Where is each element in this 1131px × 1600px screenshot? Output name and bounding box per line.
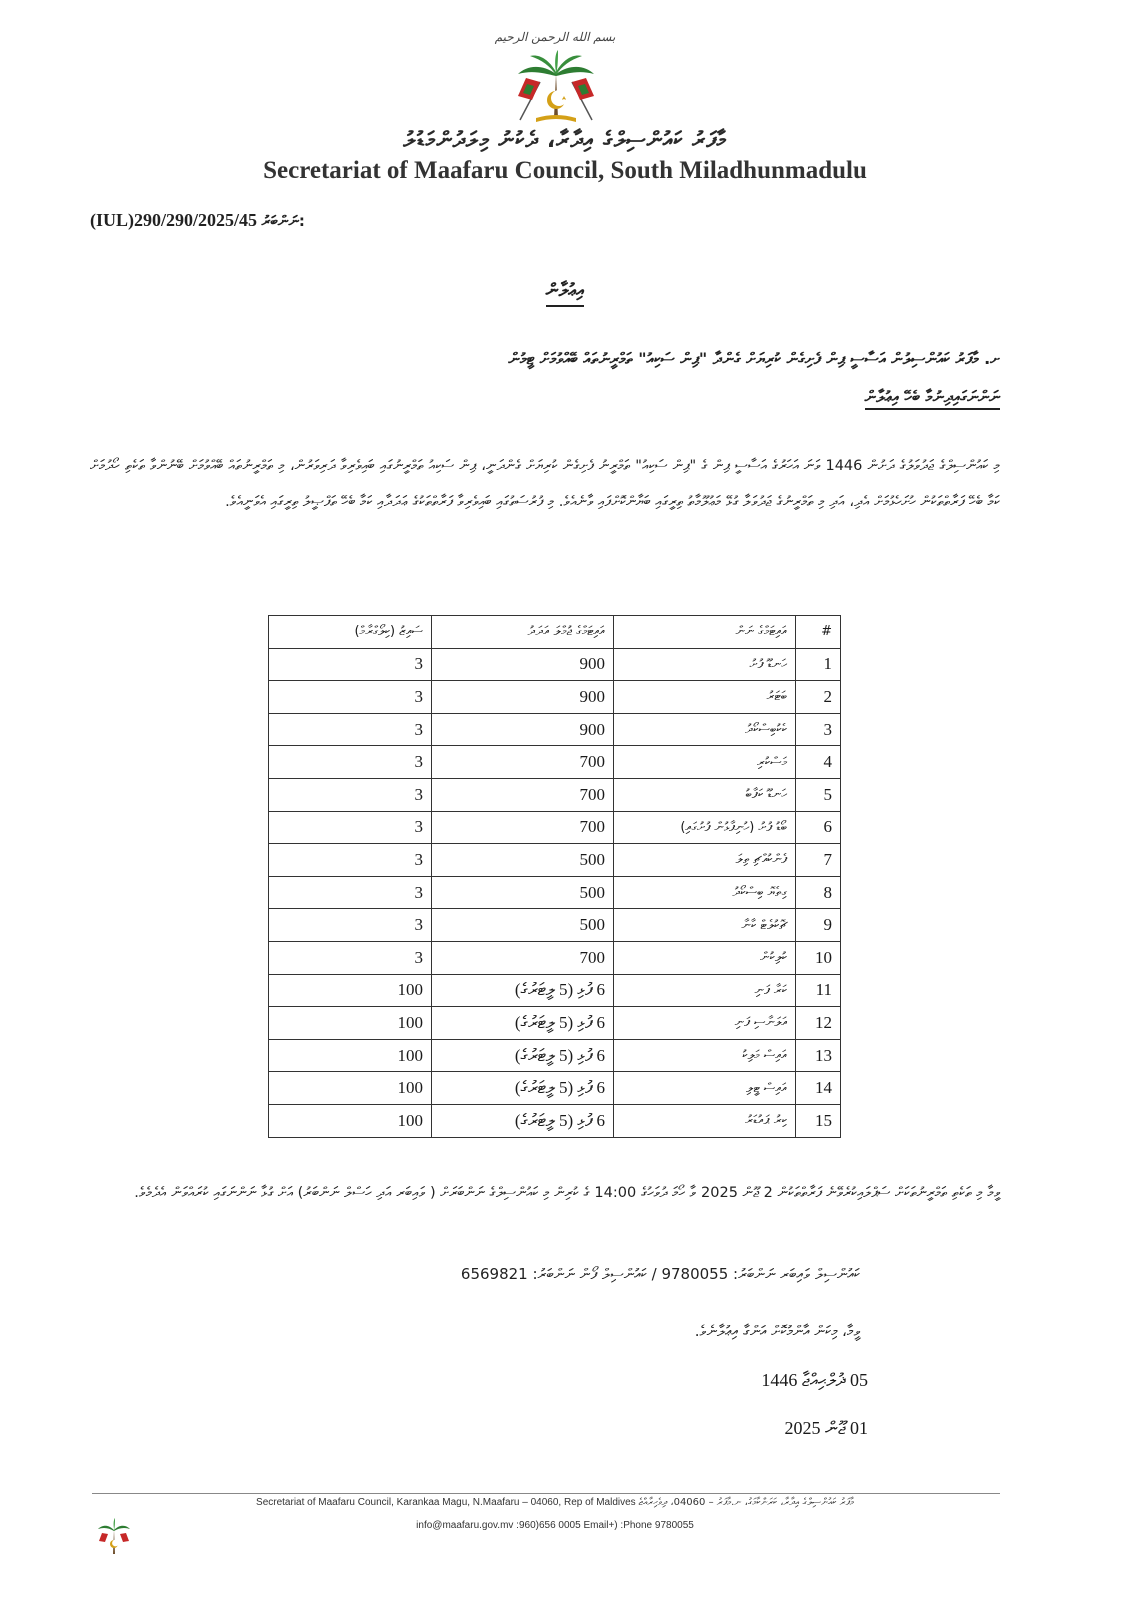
cell-size: 3	[269, 778, 432, 811]
cell-item-name: މަސްކުރި	[614, 746, 796, 779]
column-header-amount: އައިޓަމްގެ ޖުމްލަ އަދަދު	[432, 616, 614, 649]
cell-number: 9	[796, 909, 841, 942]
cell-number: 11	[796, 974, 841, 1007]
notice-heading-text: އިޢުލާން	[546, 280, 585, 307]
contact-separator: /	[651, 1265, 657, 1283]
cell-number: 6	[796, 811, 841, 844]
cell-number: 3	[796, 713, 841, 746]
cell-amount: 500	[432, 909, 614, 942]
hotline-number: 6569821	[460, 1265, 528, 1283]
cell-amount: 700	[432, 811, 614, 844]
items-table-body	[269, 648, 841, 1137]
cell-item-name: އައިސް މަލިކު	[614, 1039, 796, 1072]
cell-amount: 700	[432, 778, 614, 811]
notice-subject	[260, 340, 1000, 416]
cell-item-name: ކުލިކުން	[614, 941, 796, 974]
cell-item-name: އަލަނާސި ފަނި	[614, 1007, 796, 1040]
cell-number: 1	[796, 648, 841, 681]
cell-number: 13	[796, 1039, 841, 1072]
cell-number: 5	[796, 778, 841, 811]
column-header-number: #	[796, 616, 841, 649]
table-row	[269, 681, 841, 714]
cell-amount: 500	[432, 876, 614, 909]
table-header-row	[269, 616, 841, 649]
cell-size: 100	[269, 1039, 432, 1072]
table-row	[269, 1072, 841, 1105]
cell-item-name: ހަނޑޫ ފުށު	[614, 648, 796, 681]
cell-amount: 6 ފުޅި (5 ލީޓަރުގެ)	[432, 1104, 614, 1137]
office-title-english: Secretariat of Maafaru Council, South Miladhunmadulu	[263, 157, 867, 184]
table-row	[269, 648, 841, 681]
footer-emblem-icon	[92, 1514, 136, 1558]
table-row	[269, 876, 841, 909]
footer-contact: info@maafaru.gov.mv :960)656 0005 Email+) :Phone 9780055	[416, 1520, 694, 1531]
footer-address-english: Secretariat of Maafaru Council, Karankaa Magu, N.Maafaru – 04060, Rep of Maldives	[256, 1497, 636, 1508]
footer-address	[150, 1497, 960, 1508]
footer-divider	[92, 1493, 1000, 1494]
reference-number	[90, 210, 420, 231]
cell-number: 14	[796, 1072, 841, 1105]
cell-amount: 6 ފުޅި (5 ލީޓަރުގެ)	[432, 1039, 614, 1072]
cell-size: 3	[269, 681, 432, 714]
cell-item-name: ހަނޑޫ ކަފާބު	[614, 778, 796, 811]
cell-amount: 500	[432, 844, 614, 877]
contact-line	[300, 1265, 860, 1283]
reference-number-value: (IUL)290/290/2025/45	[90, 210, 258, 230]
cell-size: 100	[269, 1007, 432, 1040]
table-row	[269, 746, 841, 779]
cell-size: 3	[269, 844, 432, 877]
greeting-line: ވީމާ، މިކަން އާންމުކޮށް އަންގާ އިޢުލާނެވެ.	[694, 1322, 860, 1340]
date-gregorian: 01 ޖޫން 2025	[784, 1418, 868, 1438]
subject-line-1: ށ. މާފަރު ކައުންސިލުން އަސާސީ ޕިން ފެށިގެން ކުރިޔަށް ގެންދާ "ޕިން ސަކިއު" ތަމްރީނުތައް ބޭއްވުމަށް ޓީމުން	[508, 349, 1000, 368]
cell-item-name: ގިތެޔޮ ބިސްކޯދު	[614, 876, 796, 909]
cell-amount: 700	[432, 941, 614, 974]
cell-amount: 900	[432, 648, 614, 681]
cell-number: 4	[796, 746, 841, 779]
office-title-dhivehi: މާފަރު ކައުންސިލްގެ އިދާރާ، ދެކުނު މިލަދުންމަޑުލު	[403, 128, 727, 153]
cell-number: 12	[796, 1007, 841, 1040]
bismillah: بسم الله الرحمن الرحيم	[494, 30, 616, 44]
cell-size: 3	[269, 648, 432, 681]
cell-size: 100	[269, 974, 432, 1007]
viber-label: ކައުންސިލް ވައިބަރ ނަންބަރު:	[733, 1265, 860, 1283]
subject-line-2: ނަންނަގައިދިނުމާ ބެހޭ އިޢުލާން	[865, 387, 1000, 410]
cell-item-name: ބޯޑު ފުށު (ހުނިފާޅުން ފުށުގައި)	[614, 811, 796, 844]
cell-size: 100	[269, 1104, 432, 1137]
cell-item-name: ބަޓަރު	[614, 681, 796, 714]
table-row	[269, 1007, 841, 1040]
cell-item-name: ކަރާ ފަނި	[614, 974, 796, 1007]
cell-size: 3	[269, 746, 432, 779]
closing-paragraph: ވީމާ މި ތަކެތި ތަމްރީނުތަކަށް ސަޕްލައިކުރެވޭނެ ފަރާތްތަކުން 2 ޖޫން 2025 ވާ ހޯމަ ދުވަހުގެ 14:00 ގެ ކުރިން މި ކައުންސިލްގެ ނަންބަރަށް ( ވައިބަރ އަދި ހަސްލް ނަންބަރު) އަށް ގުޅާ ނަންނަގައި ކުރައްވަން އެދެމެވެ.	[134, 1185, 1000, 1201]
cell-number: 10	[796, 941, 841, 974]
cell-number: 8	[796, 876, 841, 909]
items-table	[268, 615, 841, 1138]
cell-size: 3	[269, 713, 432, 746]
reference-number-label: ނަންބަރު:	[261, 212, 305, 230]
cell-number: 7	[796, 844, 841, 877]
date-hijri: 05 ޛުލްޙިއްޖާ 1446	[761, 1370, 868, 1390]
cell-size: 3	[269, 811, 432, 844]
maldives-emblem-icon	[496, 48, 616, 126]
table-row	[269, 941, 841, 974]
table-row	[269, 1039, 841, 1072]
cell-item-name: ކިރު ޕައުޑަރު	[614, 1104, 796, 1137]
notice-body: މި ކައުންސިލްގެ ޖަދުވަލުގެ ދަށުން 1446 ވަނަ އަހަރުގެ އަސާސީ ޕިން ގެ "ޕިން ސަކިއު" ތަމްރީނު ފެށިގެން ކުރިޔަށް ގެންދަނީ، ޕިން ސަކިއު ތަމްރީނުގައި ބައިވެރިވާ ދަރިވަރުން، މި ތަމްރީނުތައް ބޭއްވުމަށް ބޭނުންވާ ތަކެތި ހޯދުމަށް ކަމާ ބެހޭ ފަރާތްތަކުން ހުށަހެޅުމަށް އެދި، އަދި މި ތަމްރީނުގެ ޖަދުވަލާ ގުޅޭ މަޢުލޫމާތު ތިރީގައި ބަޔާންކޮށްފައި ވާނެއެވެ. މި ފުރުސަތުގައި ބައިވެރިވާ ފަރާތްތަކުގެ ޢަދަދާއި ކަމާ ބެހޭ ތަފްޞީލު ތިރީގައި އެވަނީއެވެ.	[90, 458, 1000, 510]
cell-amount: 6 ފުޅި (5 ލީޓަރުގެ)	[432, 1007, 614, 1040]
table-row	[269, 909, 841, 942]
table-row	[269, 1104, 841, 1137]
cell-size: 3	[269, 941, 432, 974]
cell-item-name: އައިސް ޓީލި	[614, 1072, 796, 1105]
cell-size: 3	[269, 876, 432, 909]
cell-amount: 900	[432, 713, 614, 746]
cell-number: 2	[796, 681, 841, 714]
cell-item-name: ފެންކުއްޗި ތިލަ	[614, 844, 796, 877]
table-row	[269, 811, 841, 844]
table-row	[269, 778, 841, 811]
cell-size: 100	[269, 1072, 432, 1105]
cell-amount: 6 ފުޅި (5 ލީޓަރުގެ)	[432, 974, 614, 1007]
cell-amount: 700	[432, 746, 614, 779]
hotline-label: ކައުންސިލް ފޯން ނަންބަރު:	[532, 1265, 647, 1283]
notice-heading	[400, 280, 730, 301]
cell-number: 15	[796, 1104, 841, 1137]
table-row	[269, 974, 841, 1007]
column-header-size: ސައިޒު (ކިލޯގްރާމް)	[269, 616, 432, 649]
cell-amount: 6 ފުޅި (5 ލީޓަރުގެ)	[432, 1072, 614, 1105]
viber-number: 9780055	[661, 1265, 729, 1283]
footer-address-dhivehi: މާފަރު ކައުންސިލްގެ އިދާރާ، ކަރަންކާމަގު، ނ.މާފަރު – 04060، ދިވެހިރާއްޖެ	[638, 1497, 854, 1508]
cell-item-name: ޗޮކުލެޓް ކާނާ	[614, 909, 796, 942]
column-header-name: އައިޓަމްގެ ނަން	[614, 616, 796, 649]
cell-amount: 900	[432, 681, 614, 714]
cell-size: 3	[269, 909, 432, 942]
table-row	[269, 713, 841, 746]
table-row	[269, 844, 841, 877]
cell-item-name: ކެކުބިސްކޯދު	[614, 713, 796, 746]
